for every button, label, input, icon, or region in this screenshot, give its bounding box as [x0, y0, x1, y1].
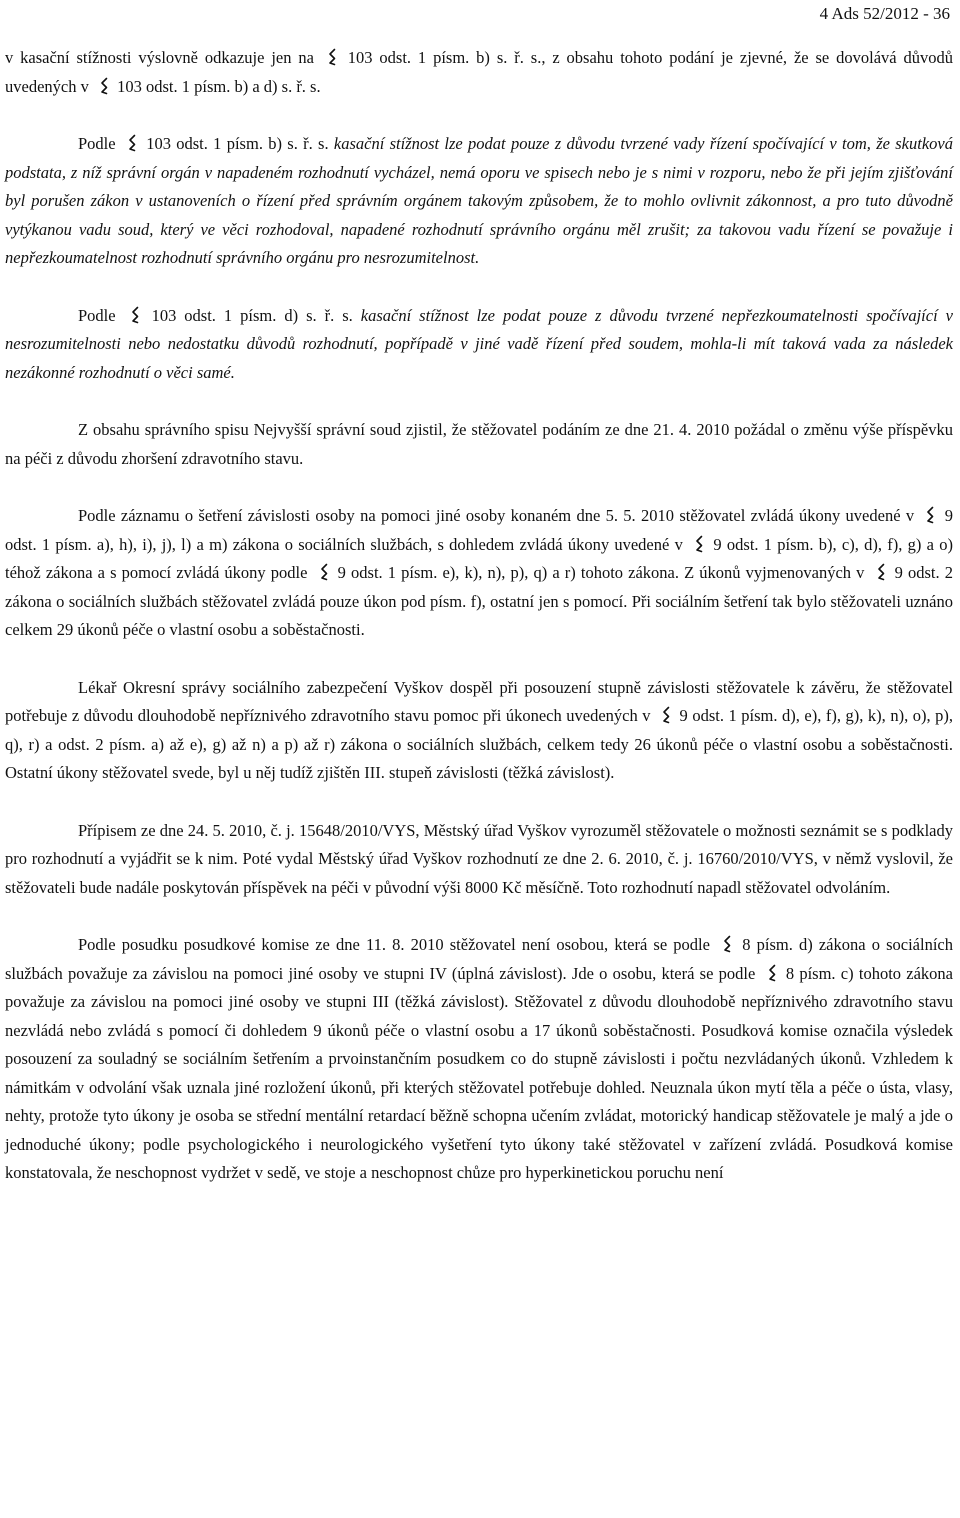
paragraph-2: Podle 103 odst. 1 písm. b) s. ř. s. kasační stížnost lze podat pouze z důvodu tvrzené vady řízení spočívající v tom, že skutková podstata, z níž správní orgán v napadeném rozhodnutí vycházel, nemá oporu ve spisech nebo je s nimi v rozporu, nebo že při jejím zjišťování byl porušen zákon v ustanoveních o řízení před správním orgánem takovým způsobem, že to mohlo ovlivnit zákonnost, a pro tuto důvodně vytýkanou vadu soud, který ve věci rozhodoval, napadené rozhodnutí správního orgánu měl zrušit; za takovou vadu řízení se považuje i nepřezkoumatelnost rozhodnutí správního orgánu pro nesrozumitelnost.	[5, 134, 953, 267]
paragraph-sign-icon	[121, 134, 141, 152]
paragraph-7: Přípisem ze dne 24. 5. 2010, č. j. 15648/2010/VYS, Městský úřad Vyškov vyrozuměl stěžovatele o možnosti seznámit se s podklady pro rozhodnutí a vyjádřit se k nim. Poté vydal Městský úřad Vyškov rozhodnutí ze dne 2. 6. 2010, č. j. 16760/2010/VYS, v němž vyslovil, že stěžovateli bude nadále poskytován příspěvek na péči v původní výši 8000 Kč měsíčně. Toto rozhodnutí napadl stěžovatel odvoláním.	[5, 820, 953, 897]
paragraph-sign-icon	[321, 48, 341, 66]
document-body	[5, 44, 953, 1188]
paragraph-4: Z obsahu správního spisu Nejvyšší správní soud zjistil, že stěžovatel podáním ze dne 21. 4. 2010 požádal o změnu výše příspěvku na péči z důvodu zhoršení zdravotního stavu.	[5, 420, 953, 468]
paragraph-sign-icon	[716, 935, 736, 953]
paragraph-sign-icon	[870, 563, 890, 581]
paragraph-sign-icon	[313, 563, 333, 581]
paragraph-1: v kasační stížnosti výslovně odkazuje jen na 103 odst. 1 písm. b) s. ř. s., z obsahu tohoto podání je zjevné, že se dovolává důvodů uvedených v 103 odst. 1 písm. b) a d) s. ř. s.	[5, 48, 954, 96]
case-number-header: 4 Ads 52/2012 - 36	[819, 4, 950, 23]
statute-quote: kasační stížnost lze podat pouze z důvodu tvrzené vady řízení spočívající v tom, že skutková podstata, z níž správní orgán v napadeném rozhodnutí vycházel, nemá oporu ve spisech nebo je s nimi v rozporu, nebo že při jejím zjišťování byl porušen zákon v ustanoveních o řízení před správním orgánem takovým způsobem, že to mohlo ovlivnit zákonnost, a pro tuto důvodně vytýkanou vadu soud, který ve věci rozhodoval, napadené rozhodnutí správního orgánu měl zrušit; za takovou vadu řízení se považuje i nepřezkoumatelnost rozhodnutí správního orgánu pro nesrozumitelnost.	[5, 134, 953, 267]
paragraph-5: Podle záznamu o šetření závislosti osoby na pomoci jiné osoby konaném dne 5. 5. 2010 stěžovatel zvládá úkony uvedené v 9 odst. 1 písm. a), h), i), j), l) a m) zákona o sociálních službách, s dohledem zvládá úkony uvedené v 9 odst. 1 písm. b), c), d), f), g) a o) téhož zákona a s pomocí zvládá úkony podle 9 odst. 1 písm. e), k), n), p), q) a r) tohoto zákona. Z úkonů vyjmenovaných v 9 odst. 2 zákona o sociálních službách stěžovatel zvládá pouze úkon pod písm. f), ostatní jen s pomocí. Při sociálním šetření tak bylo stěžovateli uznáno celkem 29 úkonů péče o vlastní osobu a soběstačnosti.	[5, 506, 954, 639]
paragraph-3: Podle 103 odst. 1 písm. d) s. ř. s. kasační stížnost lze podat pouze z důvodu tvrzené nepřezkoumatelnosti spočívající v nesrozumitelnosti nebo nedostatku důvodů rozhodnutí, popřípadě v jiné vadě řízení před soudem, mohla-li mít taková vada za následek nezákonné rozhodnutí o věci samé.	[5, 305, 953, 382]
paragraph-sign-icon	[761, 964, 781, 982]
paragraph-sign-icon	[124, 306, 144, 324]
paragraph-sign-icon	[93, 77, 113, 95]
paragraph-sign-icon	[919, 506, 939, 524]
paragraph-6: Lékař Okresní správy sociálního zabezpečení Vyškov dospěl při posouzení stupně závislosti stěžovatele k závěru, že stěžovatel potřebuje z důvodu dlouhodobě nepříznivého zdravotního stavu pomoc při úkonech uvedených v 9 odst. 1 písm. d), e), f), g), k), n), o), p), q), r) a odst. 2 písm. a) až e), g) až n) a p) až r) zákona o sociálních službách, celkem tedy 26 úkonů péče o vlastní osobu a soběstačnosti. Ostatní úkony stěžovatel svede, byl u něj tudíž zjištěn III. stupeň závislosti (těžká závislost).	[5, 677, 954, 782]
paragraph-sign-icon	[688, 535, 708, 553]
statute-quote: kasační stížnost lze podat pouze z důvodu tvrzené nepřezkoumatelnosti spočívající v nesrozumitelnosti nebo nedostatku důvodů rozhodnutí, popřípadě v jiné vadě řízení před soudem, mohla-li mít taková vada za následek nezákonné rozhodnutí o věci samé.	[5, 305, 953, 382]
paragraph-sign-icon	[655, 706, 675, 724]
paragraph-8: Podle posudku posudkové komise ze dne 11. 8. 2010 stěžovatel není osobou, která se podle 8 písm. d) zákona o sociálních službách považuje za závislou na pomoci jiné osoby ve stupni IV (úplná závislost). Jde o osobu, která se podle 8 písm. c) tohoto zákona považuje za závislou na pomoci jiné osoby ve stupni III (těžká závislost). Stěžovatel z důvodu dlouhodobě nepříznivého zdravotního stavu nezvládá nebo zvládá s pomocí či dohledem 9 úkonů péče o vlastní osobu a 17 úkonů soběstačnosti. Posudková komise označila výsledek posouzení za souladný se sociálním šetřením a prvoinstančním posudkem co do stupně závislosti i počtu nezvládaných úkonů. Vzhledem k námitkám v odvolání však uznala jiné rozložení úkonů, při kterých stěžovatel potřebuje dohled. Neuznala úkon mytí těla a péče o ústa, vlasy, nehty, protože tyto úkony je osoba se střední mentální retardací běžně schopna učením zvládat, motorický handicap stěžovatele je malý a jde o jednoduché úkony; podle psychologického i neurologického vyšetření tyto úkony také stěžovatel v zařízení zvládá. Posudková komise konstatovala, že neschopnost vydržet v sedě, ve stoje a neschopnost chůze pro hyperkinetickou poruchu není	[5, 935, 953, 1182]
